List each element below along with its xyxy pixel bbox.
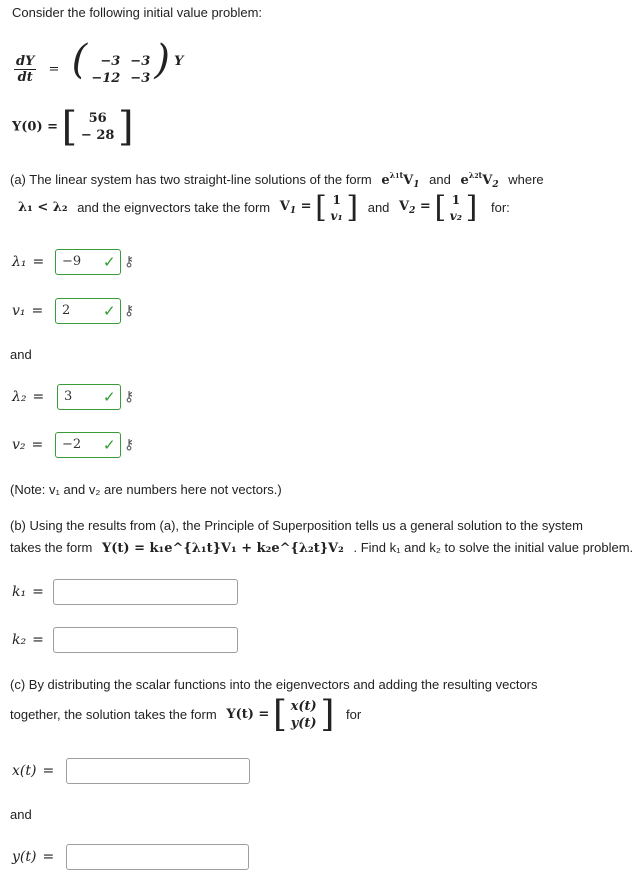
yt-label: Y(t) = xyxy=(226,707,270,722)
solution-vector-top: x(t) xyxy=(290,698,317,714)
v2-label: v₂ = xyxy=(12,437,44,453)
eigen-order: λ₁ < λ₂ xyxy=(18,200,68,215)
intro-text: Consider the following initial value problem: xyxy=(12,5,263,20)
key-icon[interactable]: ⚷ xyxy=(124,388,135,404)
and-text: and xyxy=(10,347,32,362)
checkmark-icon: ✓ xyxy=(103,437,116,454)
part-c-line2: together, the solution takes the form Y(t) = [ x(t) y(t) ] for xyxy=(10,694,362,735)
eigvec-form-text: and the eignvectors take the form xyxy=(77,200,271,215)
checkmark-icon: ✓ xyxy=(103,254,116,271)
eigvec-2-bottom: v₂ xyxy=(449,208,463,223)
part-c-line1: (c) By distributing the scalar functions into the eigenvectors and adding the resulting vectors xyxy=(10,677,538,692)
solution-form-1: $e^{\lambda 1t}V_1$ xyxy=(381,170,420,190)
eigvec-1-bottom: v₁ xyxy=(330,208,343,223)
k1-input[interactable] xyxy=(53,579,238,605)
v1-input[interactable]: 2 xyxy=(55,298,121,324)
eigvec-for: for: xyxy=(491,200,510,215)
derivative-denominator: dt xyxy=(17,70,33,85)
eigvec-and: and xyxy=(367,200,390,215)
key-icon[interactable]: ⚷ xyxy=(124,436,135,452)
part-a-prefix: (a) The linear system has two straight-line solutions of the form xyxy=(10,172,372,187)
yt-input[interactable] xyxy=(66,844,249,870)
part-b-prefix: takes the form xyxy=(10,540,93,555)
lambda1-label: λ₁ = xyxy=(12,254,45,270)
matrix-entry: −12 xyxy=(91,70,121,86)
k1-label: k₁ = xyxy=(12,584,44,600)
general-solution-formula: Y(t) = k₁e^{λ₁t}V₁ + k₂e^{λ₂t}V₂ xyxy=(102,541,344,556)
key-icon[interactable]: ⚷ xyxy=(124,302,135,318)
ode-system: $\frac{dY}{dt}$ = ( −3 −3 −12 −3 ) Y xyxy=(16,37,184,86)
ic-vector xyxy=(81,111,115,143)
eigvec-1 xyxy=(331,193,343,223)
eigvec-2-top: 1 xyxy=(451,192,461,207)
solution-vector xyxy=(291,699,317,731)
matrix-entry: −3 xyxy=(130,53,151,69)
part-c-for: for xyxy=(345,707,362,722)
lambda1-input[interactable]: −9 xyxy=(55,249,121,275)
xt-input[interactable] xyxy=(66,758,250,784)
part-b-line2 xyxy=(10,540,633,556)
lambda2-label: λ₂ = xyxy=(12,389,45,405)
key-icon[interactable]: ⚷ xyxy=(124,253,135,269)
k2-input[interactable] xyxy=(53,627,238,653)
k2-label: k₂ = xyxy=(12,632,44,648)
part-c-prefix: together, the solution takes the form xyxy=(10,707,217,722)
yt-func-label: y(t) = xyxy=(12,849,55,865)
eigvec-2 xyxy=(450,193,462,223)
checkmark-icon: ✓ xyxy=(103,303,116,320)
eigvec-1-top: 1 xyxy=(332,192,341,207)
part-a-line2: λ₁ < λ₂ and the eignvectors take the form $V_1$ = [ 1 v₁ ] and $V_2$ = [ 1 v₂ ] for: xyxy=(18,190,510,225)
v2-input[interactable]: −2 xyxy=(55,432,121,458)
solution-vector-bottom: y(t) xyxy=(290,715,317,731)
part-a-where: where xyxy=(508,172,544,187)
xt-label: x(t) = xyxy=(12,763,55,779)
coefficient-matrix xyxy=(91,54,150,86)
part-a-line1 xyxy=(10,170,544,190)
part-b-line1: (b) Using the results from (a), the Principle of Superposition tells us a general solution to the system xyxy=(10,518,583,533)
derivative-fraction xyxy=(14,54,36,85)
note-text: (Note: v₁ and v₂ are numbers here not vectors.) xyxy=(10,482,282,497)
state-vector: Y xyxy=(174,54,184,69)
solution-form-2: $e^{\lambda 2t}V_2$ xyxy=(460,170,499,190)
ic-entry: 56 xyxy=(88,111,107,126)
lambda2-input[interactable]: 3 xyxy=(57,384,121,410)
part-a-and: and xyxy=(429,172,451,187)
part-b-suffix: . Find k₁ and k₂ to solve the initial value problem. xyxy=(353,540,634,555)
checkmark-icon: ✓ xyxy=(103,389,116,406)
ic-label: Y(0) = xyxy=(12,119,59,135)
and-text-c: and xyxy=(10,807,32,822)
derivative-numerator: dY xyxy=(16,54,35,69)
initial-condition: Y(0) = [ 56 − 28 ] xyxy=(12,104,134,150)
ic-entry: − 28 xyxy=(80,128,115,143)
matrix-entry: −3 xyxy=(130,70,151,86)
matrix-entry: −3 xyxy=(100,53,121,69)
v1-label: v₁ = xyxy=(12,303,44,319)
